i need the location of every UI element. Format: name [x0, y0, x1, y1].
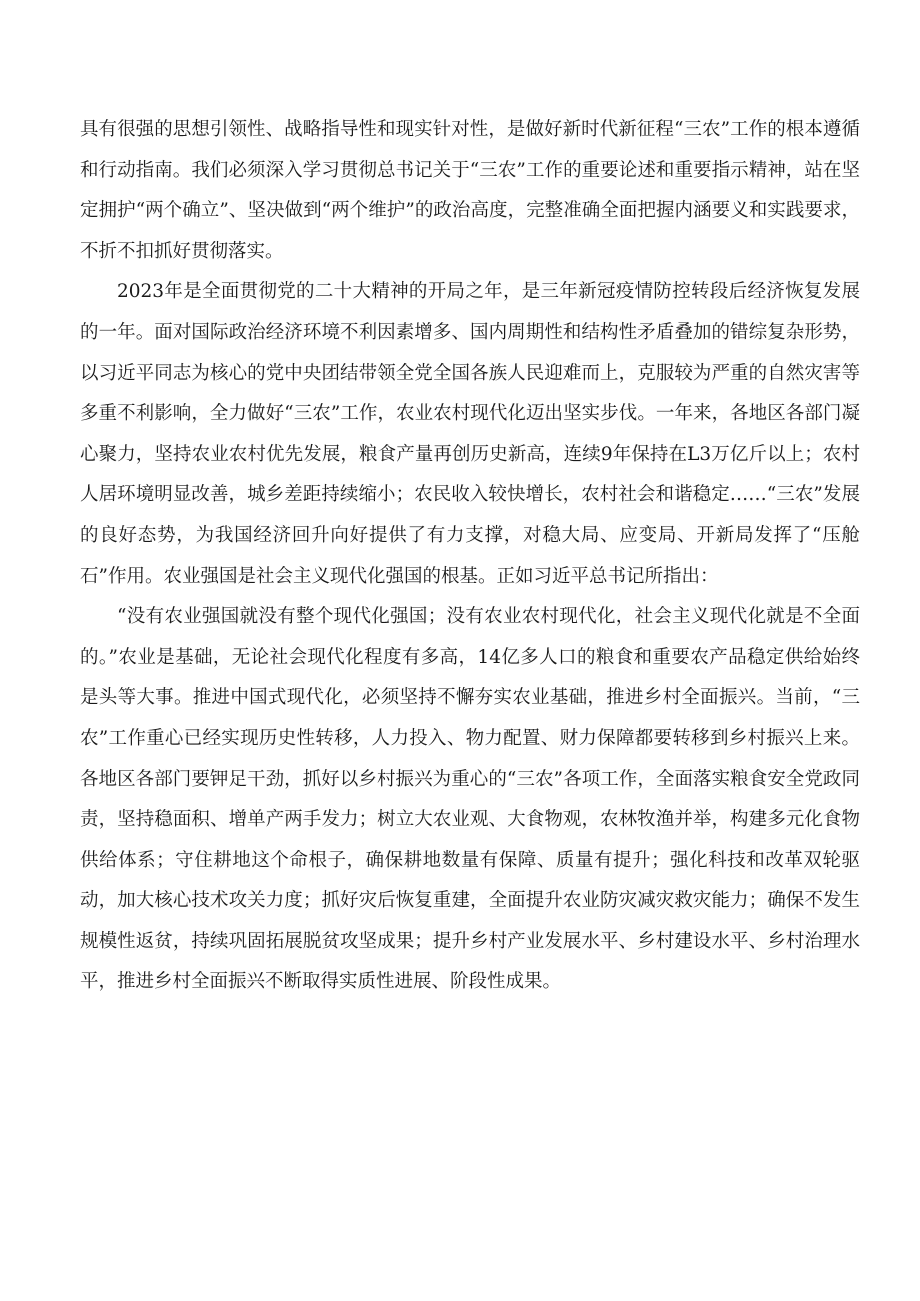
- paragraph-2023-review: 2023年是全面贯彻党的二十大精神的开局之年，是三年新冠疫情防控转段后经济恢复发展的一年。面对国际政治经济环境不利因素增多、国内周期性和结构性矛盾叠加的错综复杂形势，以习近平同志为核心的党中央团结带领全党全国各族人民迎难而上，克服较为严重的自然灾害等多重不利影响，全力做好“三农”工作，农业农村现代化迈出坚实步伐。一年来，各地区各部门凝心聚力，坚持农业农村优先发展，粮食产量再创历史新高，连续9年保持在L3万亿斤以上；农村人居环境明显改善，城乡差距持续缩小；农民收入较快增长，农村社会和谐稳定……“三农”发展的良好态势，为我国经济回升向好提供了有力支撑，对稳大局、应变局、开新局发挥了“压舱石”作用。农业强国是社会主义现代化强国的根基。正如习近平总书记所指出：: [80, 281, 860, 587]
- document-body: [80, 110, 860, 1003]
- paragraph-agricultural-power: “没有农业强国就没有整个现代化强国；没有农业农村现代化，社会主义现代化就是不全面的。”农业是基础，无论社会现代化程度有多高，14亿多人口的粮食和重要农产品稳定供给始终是头等大事。推进中国式现代化，必须坚持不懈夯实农业基础，推进乡村全面振兴。当前，“三农”工作重心已经实现历史性转移，人力投入、物力配置、财力保障都要转移到乡村振兴上来。各地区各部门要钾足干劲，抓好以乡村振兴为重心的“三农”各项工作，全面落实粮食安全党政同责，坚持稳面积、增单产两手发力；树立大农业观、大食物观，农林牧渔并举，构建多元化食物供给体系；守住耕地这个命根子，确保耕地数量有保障、质量有提升；强化科技和改革双轮驱动，加大核心技术攻关力度；抓好灾后恢复重建，全面提升农业防灾减灾救灾能力；确保不发生规模性返贫，持续巩固拓展脱贫攻坚成果；提升乡村产业发展水平、乡村建设水平、乡村治理水平，推进乡村全面振兴不断取得实质性进展、阶段性成果。: [80, 606, 860, 993]
- paragraph-continuation: 具有很强的思想引领性、战略指导性和现实针对性，是做好新时代新征程“三农”工作的根本遵循和行动指南。我们必须深入学习贯彻总书记关于“三农”工作的重要论述和重要指示精神，站在坚定拥护“两个确立”、坚决做到“两个维护”的政治高度，完整准确全面把握内涵要义和实践要求，不折不扣抓好贯彻落实。: [80, 119, 860, 262]
